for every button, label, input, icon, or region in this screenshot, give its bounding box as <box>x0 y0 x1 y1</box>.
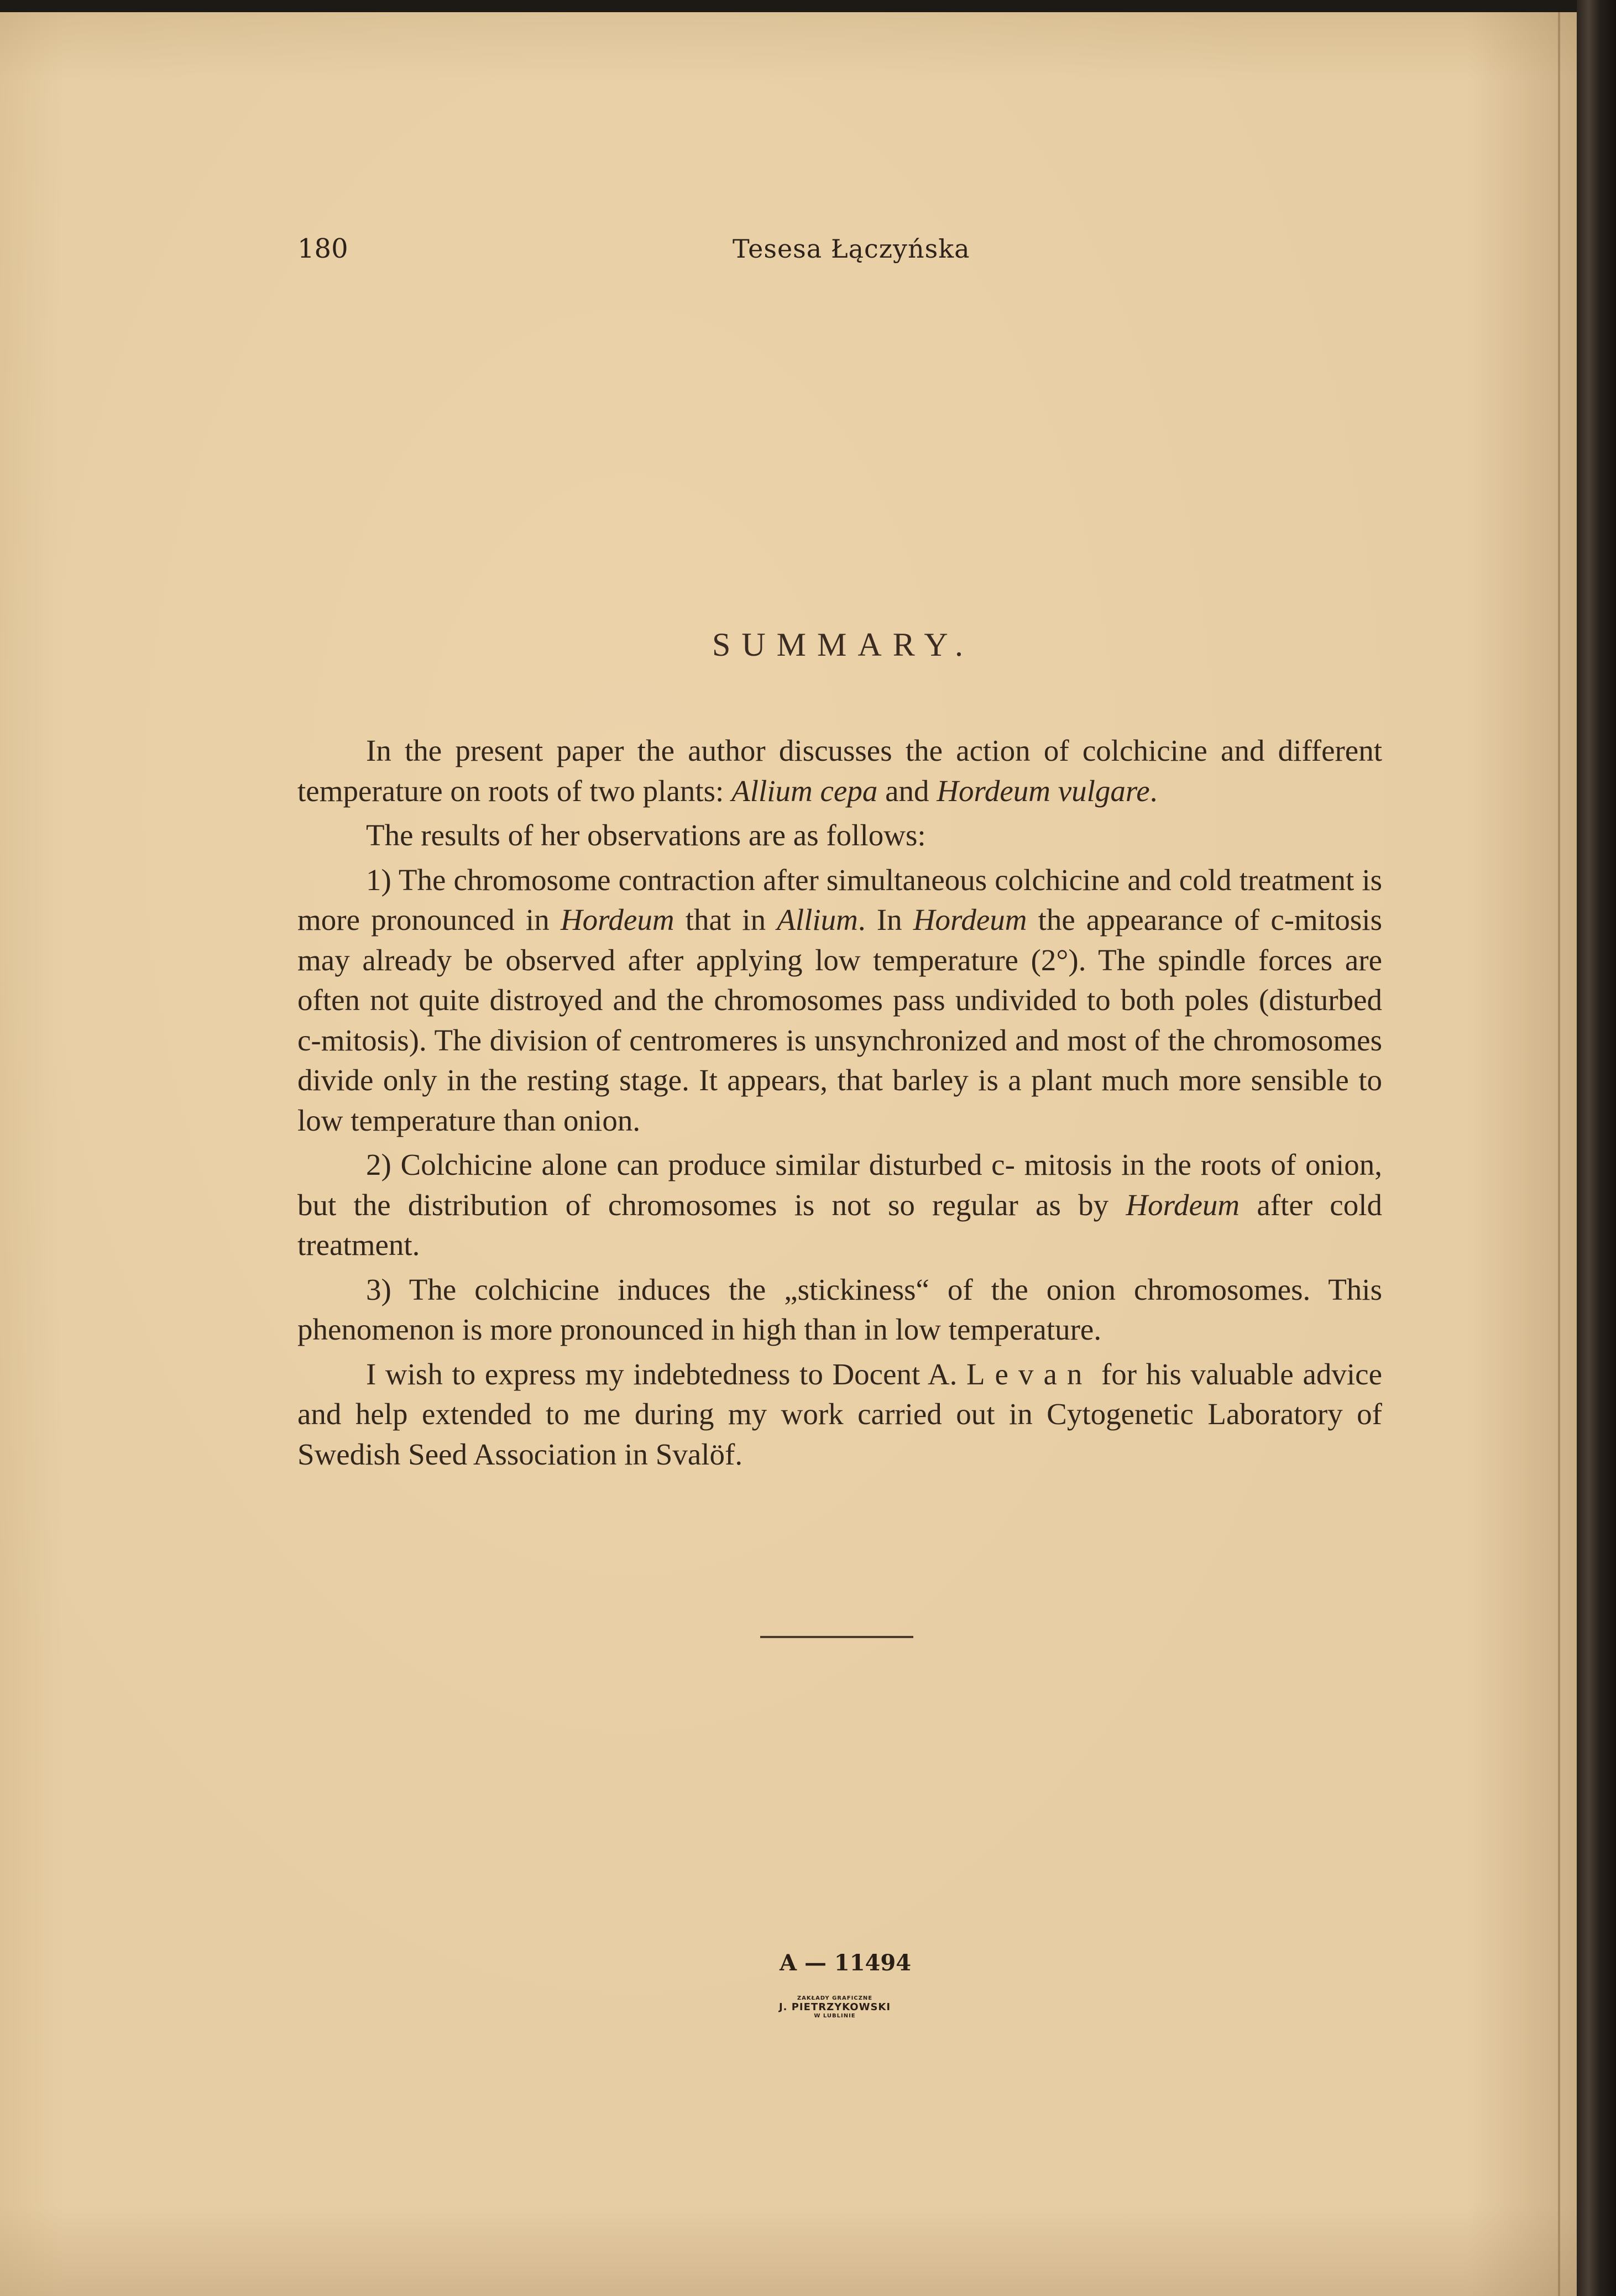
person-name: Levan <box>966 1357 1092 1391</box>
printer-line-1: ZAKŁADY GRAFICZNE <box>797 1995 873 2001</box>
binding-edge <box>1577 0 1616 2296</box>
printer-line-3: W LUBLINIE <box>814 2013 856 2019</box>
printer-imprint <box>771 1996 898 2019</box>
text-run: after cold treatment. <box>297 1188 1382 1262</box>
paragraph-acknowledgement <box>297 1354 1382 1475</box>
text-run: . In <box>857 903 913 937</box>
document-page <box>0 12 1577 2296</box>
text-run: 2) Colchicine alone can produce similar disturbed c- mitosis in the roots of onion, but the distribution of chromosomes is not so regular as by <box>297 1148 1382 1222</box>
paragraph-results-intro: The results of her observations are as follows: <box>366 818 926 852</box>
genus-name: Hordeum <box>913 903 1027 937</box>
genus-name: Hordeum <box>1126 1188 1240 1222</box>
section-title: SUMMARY. <box>712 626 975 663</box>
genus-name: Hordeum <box>560 903 674 937</box>
text-run: that in <box>674 903 777 937</box>
end-rule-divider <box>760 1636 913 1638</box>
paragraph-intro <box>297 731 1382 811</box>
summary-body <box>297 731 1382 1479</box>
catalog-number: A — 11494 <box>780 1950 912 1976</box>
printer-line-2: J. PIETRZYKOWSKI <box>778 2001 891 2013</box>
running-head-author: Tesesa Łączyńska <box>733 234 970 264</box>
paragraph-result-1 <box>297 860 1382 1141</box>
text-run: and <box>877 773 937 808</box>
text-run: . <box>1149 773 1158 808</box>
species-name: Hordeum vulgare <box>937 773 1150 808</box>
text-run: for his valuable advice and help extended to me during my work carried out in Cytogenetic Laboratory of Swedish Seed Association in Svalöf. <box>297 1357 1382 1471</box>
paragraph-result-3: 3) The colchicine induces the „stickiness“ of the onion chromosomes. This phenomenon is more pronounced in high than in low temperature. <box>297 1272 1382 1346</box>
text-run: I wish to express my indebtedness to Docent A. <box>366 1357 966 1391</box>
page-fold-shadow <box>1558 12 1560 2296</box>
text-run: the appearance of c-mitosis may already be observed after applying low temperature (2°). The spindle forces are often not quite distroyed and the chromosomes pass undivided to both poles (disturbed c-mitosis). The division of centromeres is unsynchronized and most of the chromosomes divide only in the resting stage. It appears, that barley is a plant much more sensible to low temperature than onion. <box>297 903 1382 1137</box>
text-run: 1) The chromosome contraction after simultaneous colchicine and cold treatment is more pronounced in <box>297 862 1382 937</box>
text-run: In the present paper the author discusses the action of colchicine and different temperature on roots of two plants: <box>297 734 1382 808</box>
page-number: 180 <box>297 233 348 264</box>
genus-name: Allium <box>777 903 858 937</box>
paragraph-result-2 <box>297 1145 1382 1265</box>
species-name: Allium cepa <box>731 773 878 808</box>
